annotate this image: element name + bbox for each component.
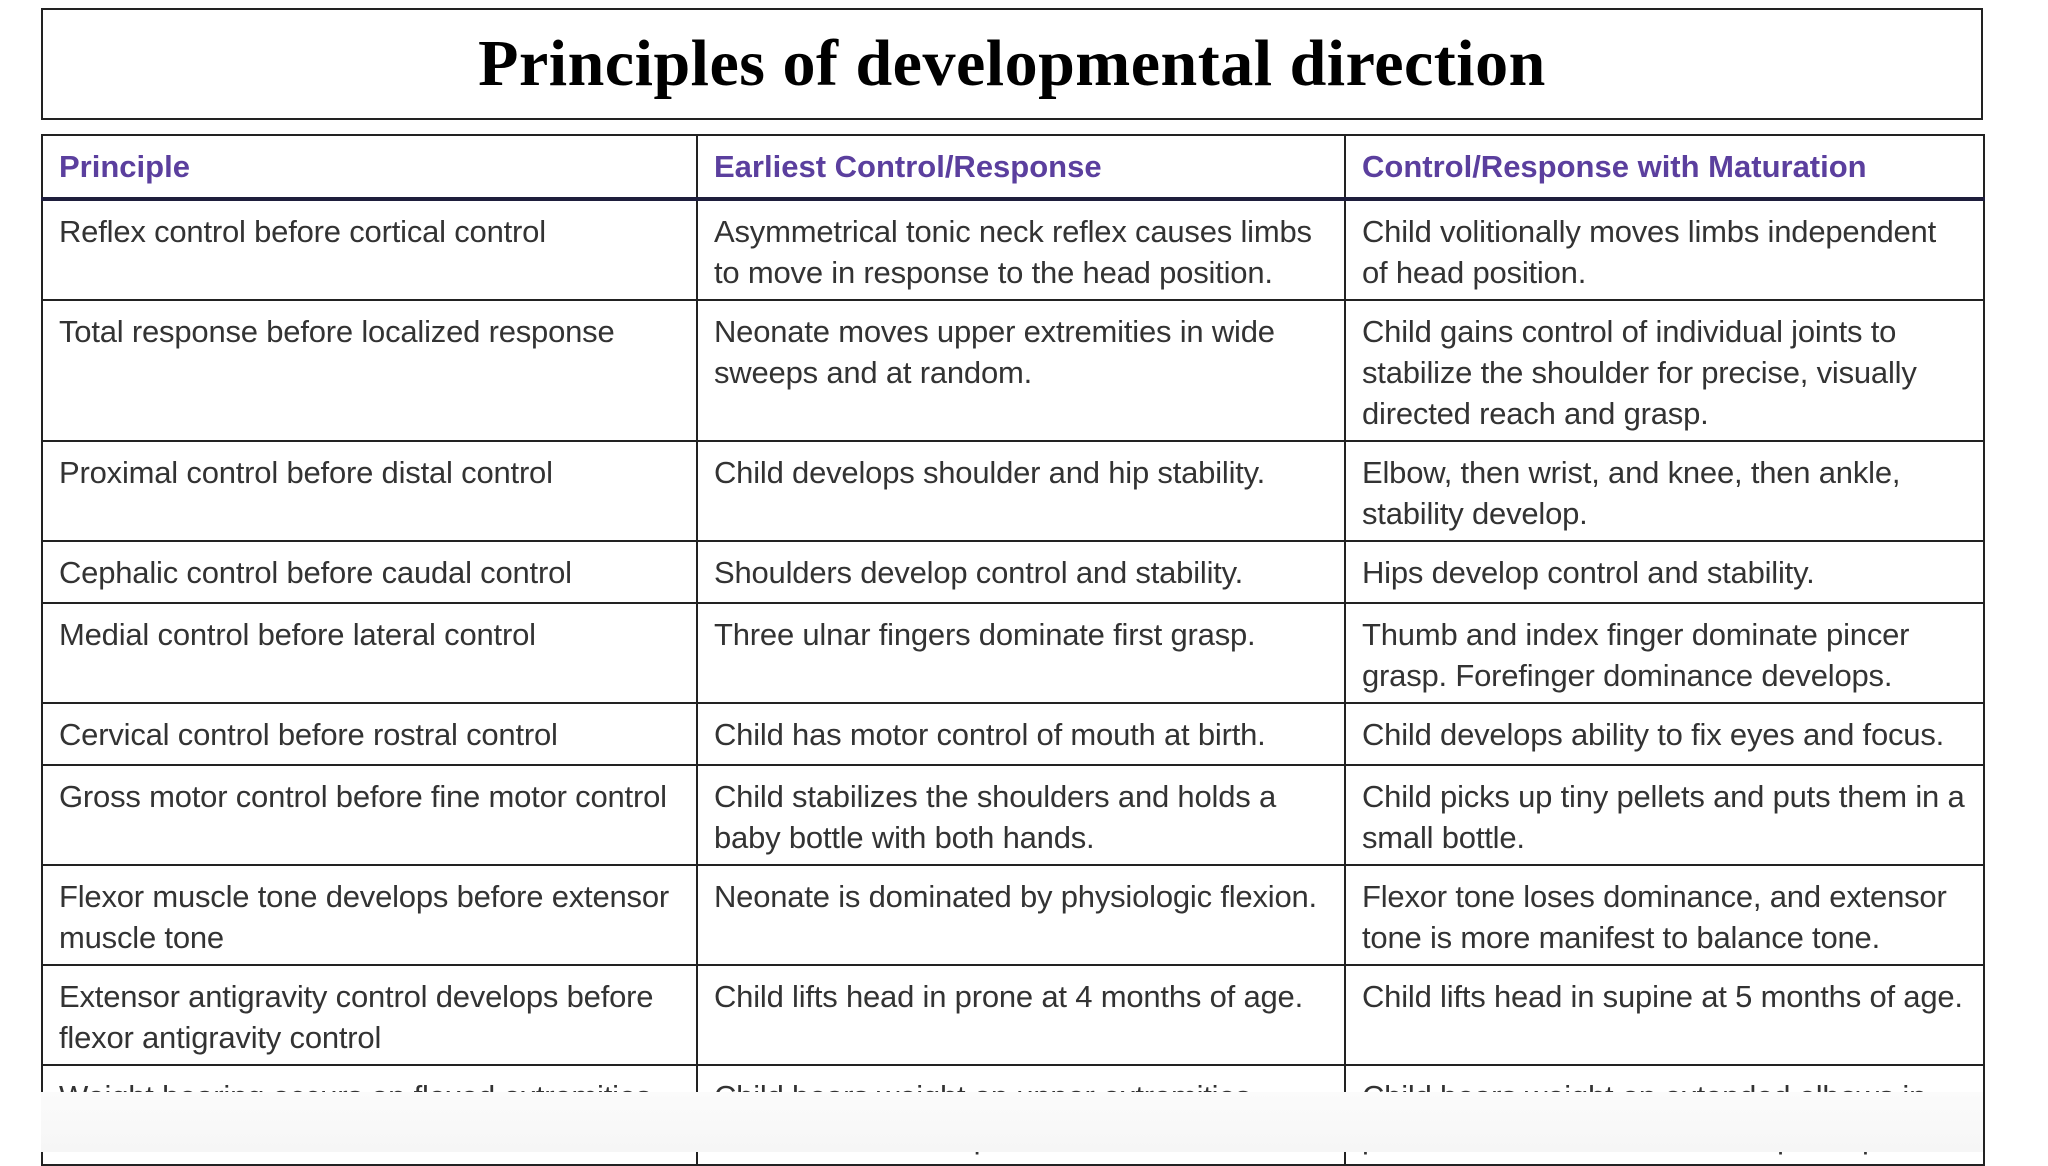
cell-maturation: Hips develop control and stability. <box>1345 541 1984 603</box>
table-row <box>42 300 1984 441</box>
cell-principle: Extensor antigravity control develops before flexor antigravity control <box>42 965 697 1065</box>
cell-principle: Total response before localized response <box>42 300 697 441</box>
table-row <box>42 765 1984 865</box>
table-row <box>42 199 1984 300</box>
cell-earliest: Child has motor control of mouth at birth. <box>697 703 1345 765</box>
header-principle: Principle <box>42 135 697 199</box>
cell-earliest: Asymmetrical tonic neck reflex causes limbs to move in response to the head position. <box>697 199 1345 300</box>
cell-principle: Reflex control before cortical control <box>42 199 697 300</box>
table-row <box>42 965 1984 1065</box>
cell-maturation: Child volitionally moves limbs independent of head position. <box>1345 199 1984 300</box>
header-maturation-control: Control/Response with Maturation <box>1345 135 1984 199</box>
cell-maturation: Child lifts head in supine at 5 months of age. <box>1345 965 1984 1065</box>
table-row <box>42 441 1984 541</box>
cell-maturation: Flexor tone loses dominance, and extensor tone is more manifest to balance tone. <box>1345 865 1984 965</box>
table-row <box>42 603 1984 703</box>
cell-maturation: Elbow, then wrist, and knee, then ankle, stability develop. <box>1345 441 1984 541</box>
cell-maturation: Child develops ability to fix eyes and focus. <box>1345 703 1984 765</box>
cell-principle: Proximal control before distal control <box>42 441 697 541</box>
cell-maturation: Child picks up tiny pellets and puts them in a small bottle. <box>1345 765 1984 865</box>
cell-principle: Gross motor control before fine motor control <box>42 765 697 865</box>
cell-maturation: Thumb and index finger dominate pincer grasp. Forefinger dominance develops. <box>1345 603 1984 703</box>
table-header-row <box>42 135 1984 199</box>
principles-table-container <box>41 134 1983 1166</box>
cell-earliest: Neonate moves upper extremities in wide sweeps and at random. <box>697 300 1345 441</box>
title-box <box>41 8 1983 120</box>
cell-earliest: Child develops shoulder and hip stability. <box>697 441 1345 541</box>
cell-earliest: Child lifts head in prone at 4 months of age. <box>697 965 1345 1065</box>
cell-earliest: Child stabilizes the shoulders and holds a baby bottle with both hands. <box>697 765 1345 865</box>
table-row <box>42 703 1984 765</box>
cell-earliest: Three ulnar fingers dominate first grasp. <box>697 603 1345 703</box>
header-earliest-control: Earliest Control/Response <box>697 135 1345 199</box>
page-title: Principles of developmental direction <box>478 27 1546 100</box>
cell-earliest: Shoulders develop control and stability. <box>697 541 1345 603</box>
principles-table <box>41 134 1985 1166</box>
table-row <box>42 865 1984 965</box>
cell-principle: Medial control before lateral control <box>42 603 697 703</box>
cell-maturation: Child gains control of individual joints to stabilize the shoulder for precise, visually directed reach and grasp. <box>1345 300 1984 441</box>
cell-principle: Cervical control before rostral control <box>42 703 697 765</box>
bottom-background-strip <box>41 1092 1983 1152</box>
cell-earliest: Neonate is dominated by physiologic flexion. <box>697 865 1345 965</box>
cell-principle: Cephalic control before caudal control <box>42 541 697 603</box>
cell-principle: Flexor muscle tone develops before extensor muscle tone <box>42 865 697 965</box>
table-row <box>42 541 1984 603</box>
